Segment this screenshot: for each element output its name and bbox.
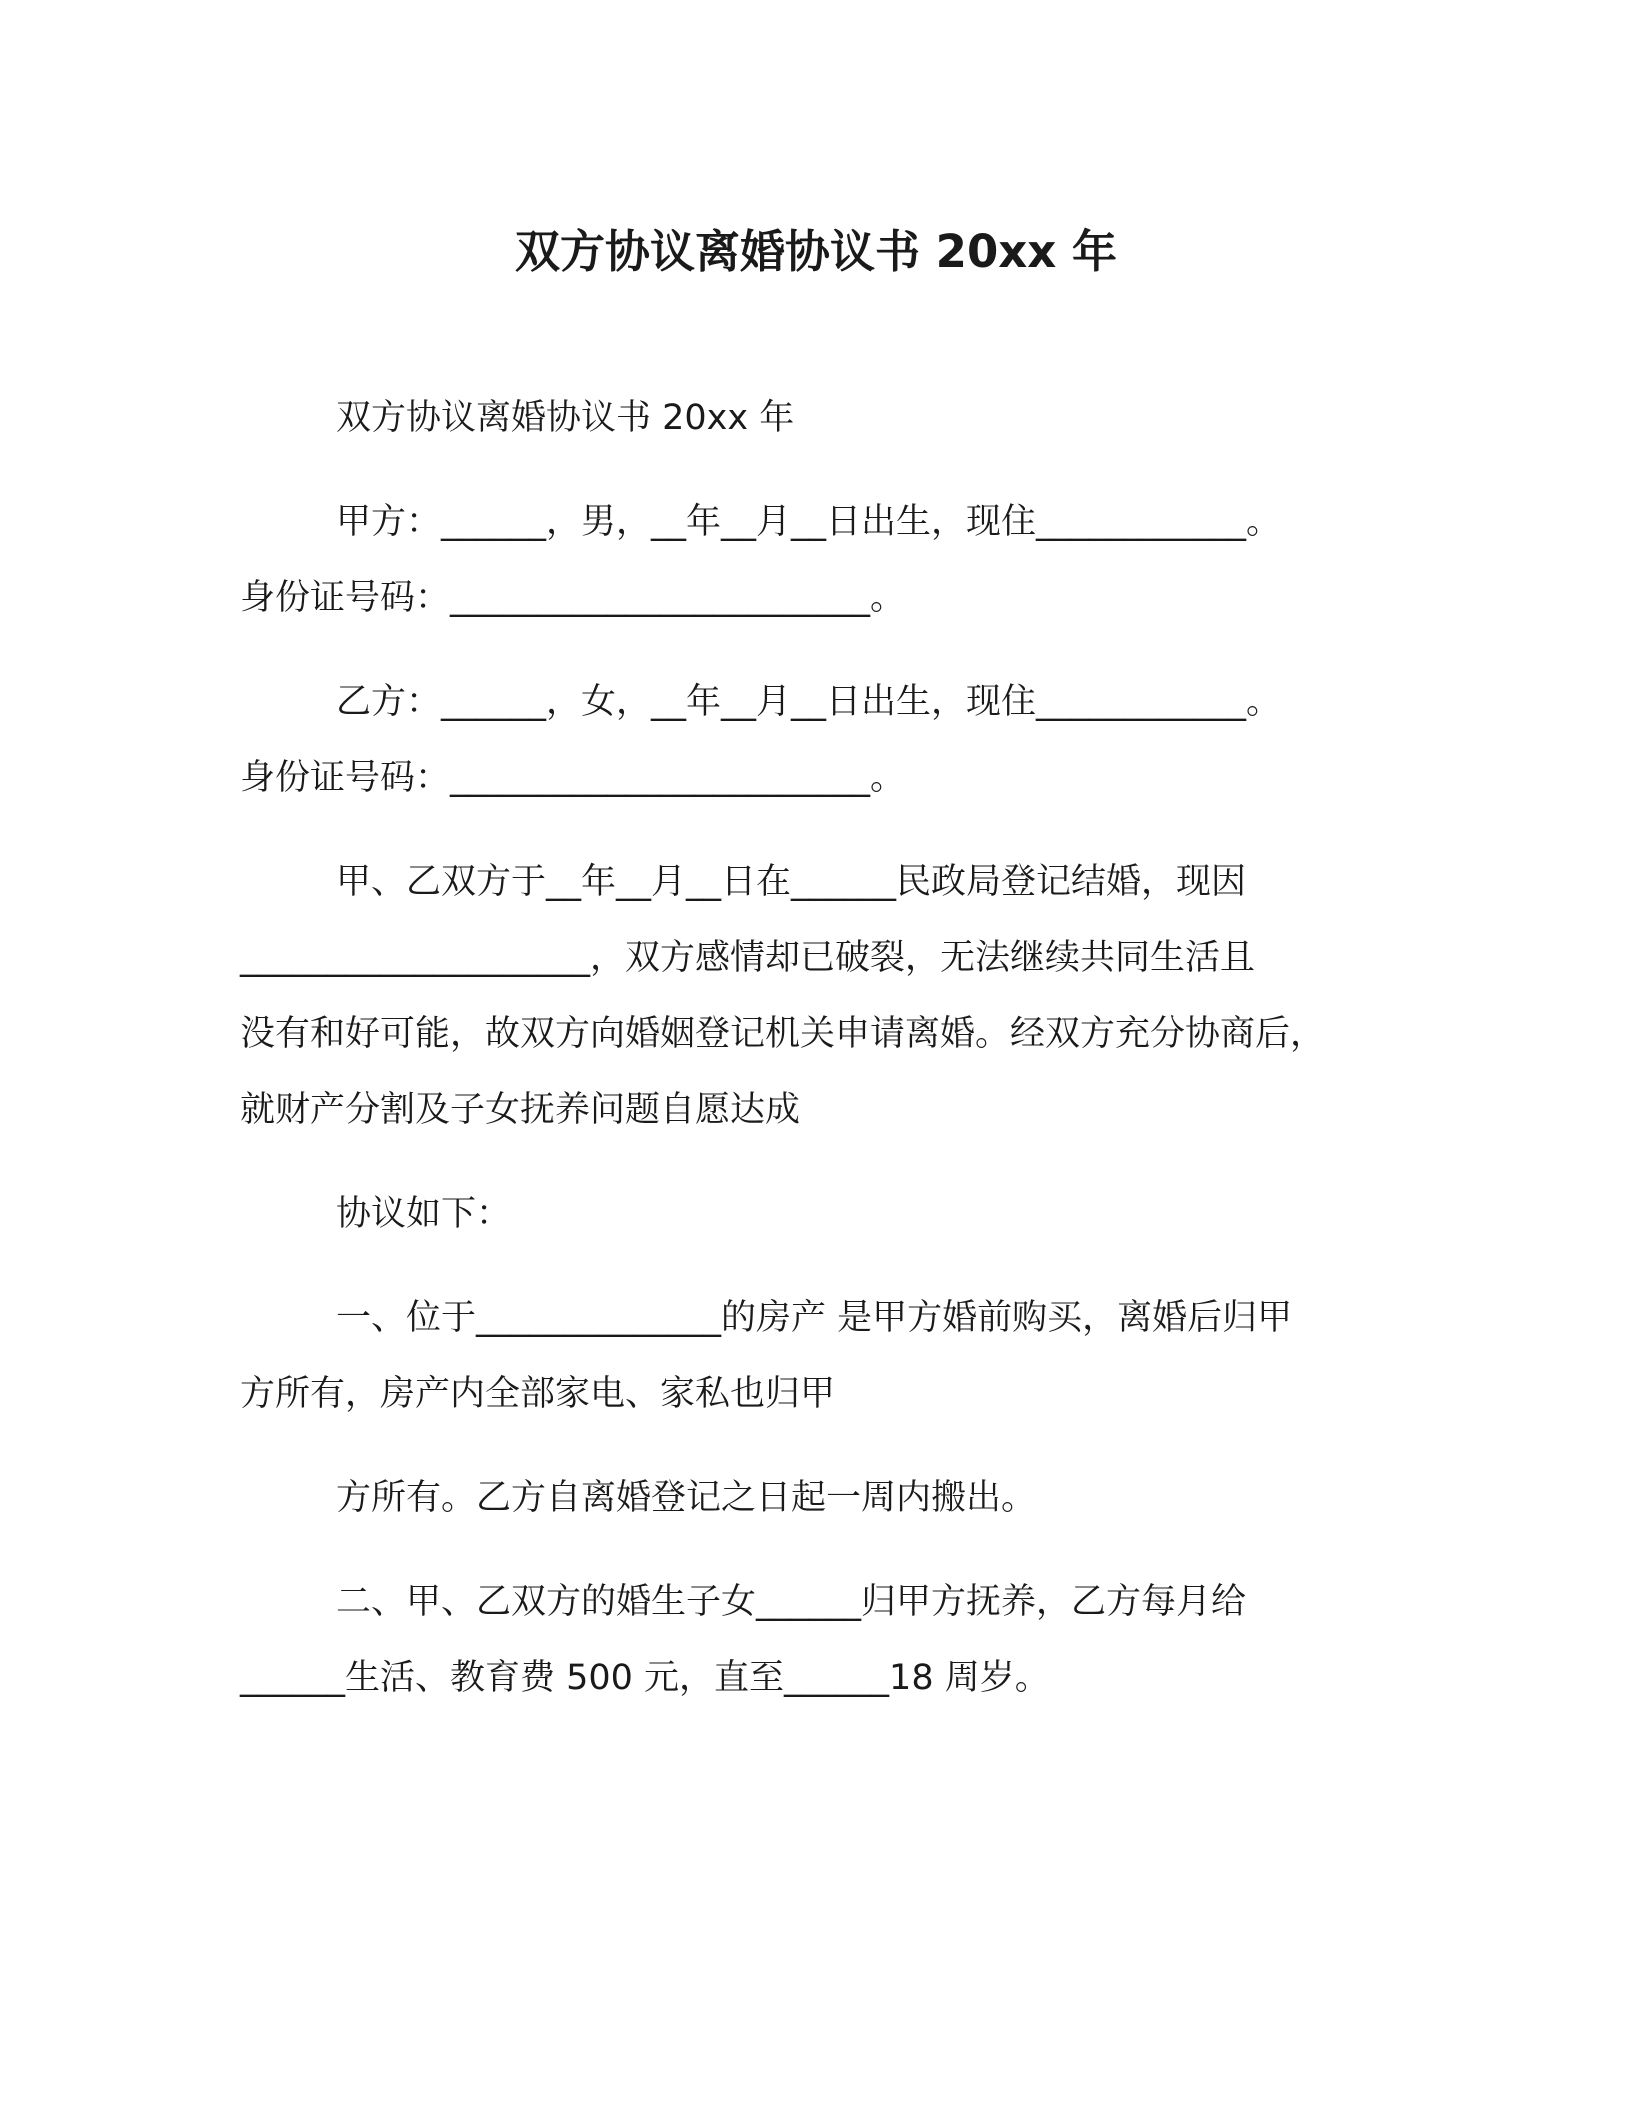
subtitle-line: 双方协议离婚协议书 20xx 年 bbox=[336, 398, 795, 438]
party-b-id-line: 身份证号码：________________________。 bbox=[240, 758, 906, 798]
clause-2-line-1: 二、甲、乙双方的婚生子女______归甲方抚养，乙方每月给 bbox=[336, 1582, 1247, 1622]
document-title: 双方协议离婚协议书 20xx 年 bbox=[514, 225, 1117, 278]
party-b-line-1: 乙方：______，女，__年__月__日出生，现住____________。 bbox=[336, 682, 1282, 722]
marriage-info-line-2: ____________________，双方感情却已破裂，无法继续共同生活且 bbox=[240, 938, 1256, 978]
marriage-info-line-1: 甲、乙双方于__年__月__日在______民政局登记结婚，现因 bbox=[336, 862, 1247, 902]
clause-1-continuation-line: 方所有。乙方自离婚登记之日起一周内搬出。 bbox=[336, 1478, 1037, 1518]
clause-2-line-2: ______生活、教育费 500 元，直至______18 周岁。 bbox=[240, 1658, 1050, 1698]
marriage-info-line-3: 没有和好可能，故双方向婚姻登记机关申请离婚。经双方充分协商后， bbox=[240, 1014, 1326, 1054]
party-a-line-1: 甲方：______，男，__年__月__日出生，现住____________。 bbox=[336, 502, 1282, 542]
party-a-id-line: 身份证号码：________________________。 bbox=[240, 578, 906, 618]
clause-1-line-2: 方所有，房产内全部家电、家私也归甲 bbox=[240, 1374, 836, 1414]
marriage-info-line-4: 就财产分割及子女抚养问题自愿达成 bbox=[240, 1090, 801, 1130]
clause-1-line-1: 一、位于______________的房产 是甲方婚前购买，离婚后归甲 bbox=[336, 1298, 1293, 1338]
agreement-intro-line: 协议如下： bbox=[336, 1194, 512, 1234]
